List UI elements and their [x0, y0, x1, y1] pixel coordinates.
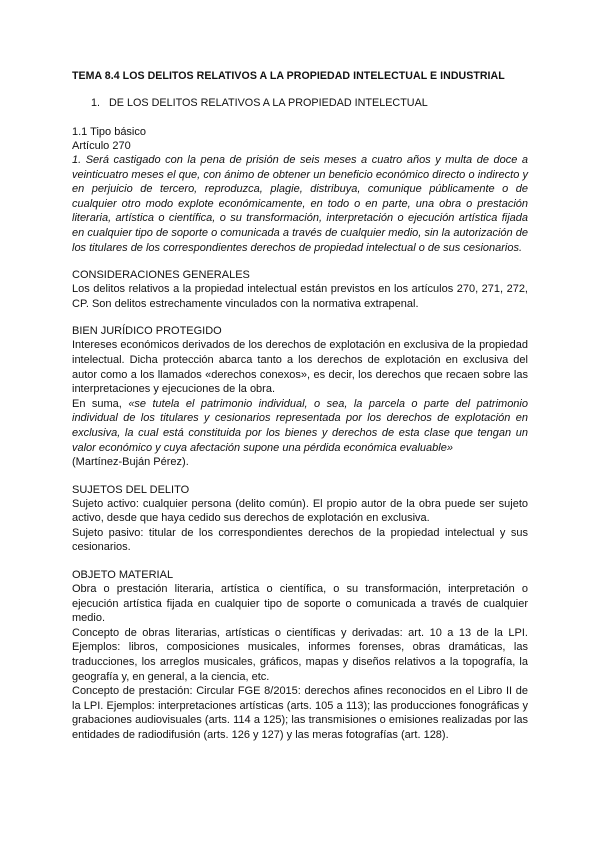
bien-juridico-quote: «se tutela el patrimonio individual, o sea, la parcela o parte del patrimonio individual de los titulares y cesionarios representada por los derechos de explotación en exclusiva, la cual está constituida por los bienes y derechos de esta clase que tengan un valor económico y cuya afectación supone una pérdida económica evaluable»: [72, 397, 528, 454]
tipo-basico-heading: 1.1 Tipo básico: [72, 126, 146, 138]
objeto-material-text-3: Concepto de prestación: Circular FGE 8/2015: derechos afines reconocidos en el Libro II de la LPI. Ejemplos: interpretaciones artísticas (arts. 105 a 113); las producciones fonográficas y grabaciones audiovisuales (arts. 114 a 125); las transmisiones o emisiones realizadas por las entidades de radiodifusión (arts. 126 y 127) y las meras fotografías (art. 128).: [72, 685, 528, 741]
section-1-title: DE LOS DELITOS RELATIVOS A LA PROPIEDAD INTELECTUAL: [109, 97, 428, 109]
sujetos-heading: SUJETOS DEL DELITO: [72, 483, 190, 496]
objeto-material-heading: OBJETO MATERIAL: [72, 569, 174, 582]
objeto-material-text-2: Concepto de obras literarias, artísticas o científicas y derivadas: art. 10 a 13 de la LPI. Ejemplos: libros, composiciones musicales, informes forenses, obras dramáticas, las traducciones, los arreglos musicales, gráficos, mapas y diseños relativos a la topografía, la geografía y, en general, a la ciencia, etc.: [72, 626, 528, 683]
article-text: 1. Será castigado con la pena de prisión de seis meses a cuatro años y multa de doce a veinticuatro meses el que, con ánimo de obtener un beneficio económico directo o indirecto y en perjuicio de tercero, reproduzca, plagie, distribuya, comunique públicamente o de cualquier otro modo explote económicamente, en todo o en parte, una obra o prestación literaria, artística o científica, o su transformación, interpretación o ejecución artística fijada en cualquier tipo de soporte o comunicada a través de cualquier medio, sin la autorización de los titulares de los correspondientes derechos de propiedad intelectual o de sus cesionarios.: [72, 154, 528, 254]
objeto-material-text-1: Obra o prestación literaria, artística o científica, o su transformación, interpretación o ejecución artística fijada en cualquier tipo de soporte o comunicada a través de cualquier medio.: [72, 583, 528, 625]
bien-juridico-block: [72, 324, 528, 469]
bien-juridico-text-2: [72, 397, 528, 470]
document-page: [72, 62, 528, 743]
consideraciones-block: [72, 268, 528, 311]
bien-juridico-author: (Martínez-Buján Pérez).: [72, 456, 189, 469]
sujetos-block: [72, 483, 528, 555]
tipo-basico-block: [72, 125, 528, 255]
document-title: TEMA 8.4 LOS DELITOS RELATIVOS A LA PROPIEDAD INTELECTUAL E INDUSTRIAL: [72, 70, 505, 82]
bien-juridico-text-1: Intereses económicos derivados de los derechos de explotación en exclusiva de la propiedad intelectual. Dicha protección abarca tanto a los derechos de explotación en exclusiva del autor como a los llamados «derechos conexos», es decir, los derechos que recaen sobre las interpretaciones y ejecuciones de la obra.: [72, 339, 528, 396]
bien-juridico-lead: En suma,: [72, 397, 129, 410]
sujeto-activo-text: Sujeto activo: cualquier persona (delito común). El propio autor de la obra puede ser sujeto activo, desde que haya cedido sus derechos de explotación en exclusiva.: [72, 497, 528, 525]
objeto-material-block: [72, 568, 528, 743]
article-label: Artículo 270: [72, 140, 131, 152]
consideraciones-text: Los delitos relativos a la propiedad intelectual están previstos en los artículos 270, 271, 272, CP. Son delitos estrechamente vinculados con la normativa extrapenal.: [72, 283, 528, 310]
section-1-heading: [91, 97, 528, 109]
bien-juridico-heading: BIEN JURÍDICO PROTEGIDO: [72, 325, 222, 338]
section-1-number: 1.: [91, 97, 101, 109]
sujeto-pasivo-text: Sujeto pasivo: titular de los correspondientes derechos de la propiedad intelectual y sus cesionarios.: [72, 526, 528, 554]
consideraciones-heading: CONSIDERACIONES GENERALES: [72, 269, 250, 282]
